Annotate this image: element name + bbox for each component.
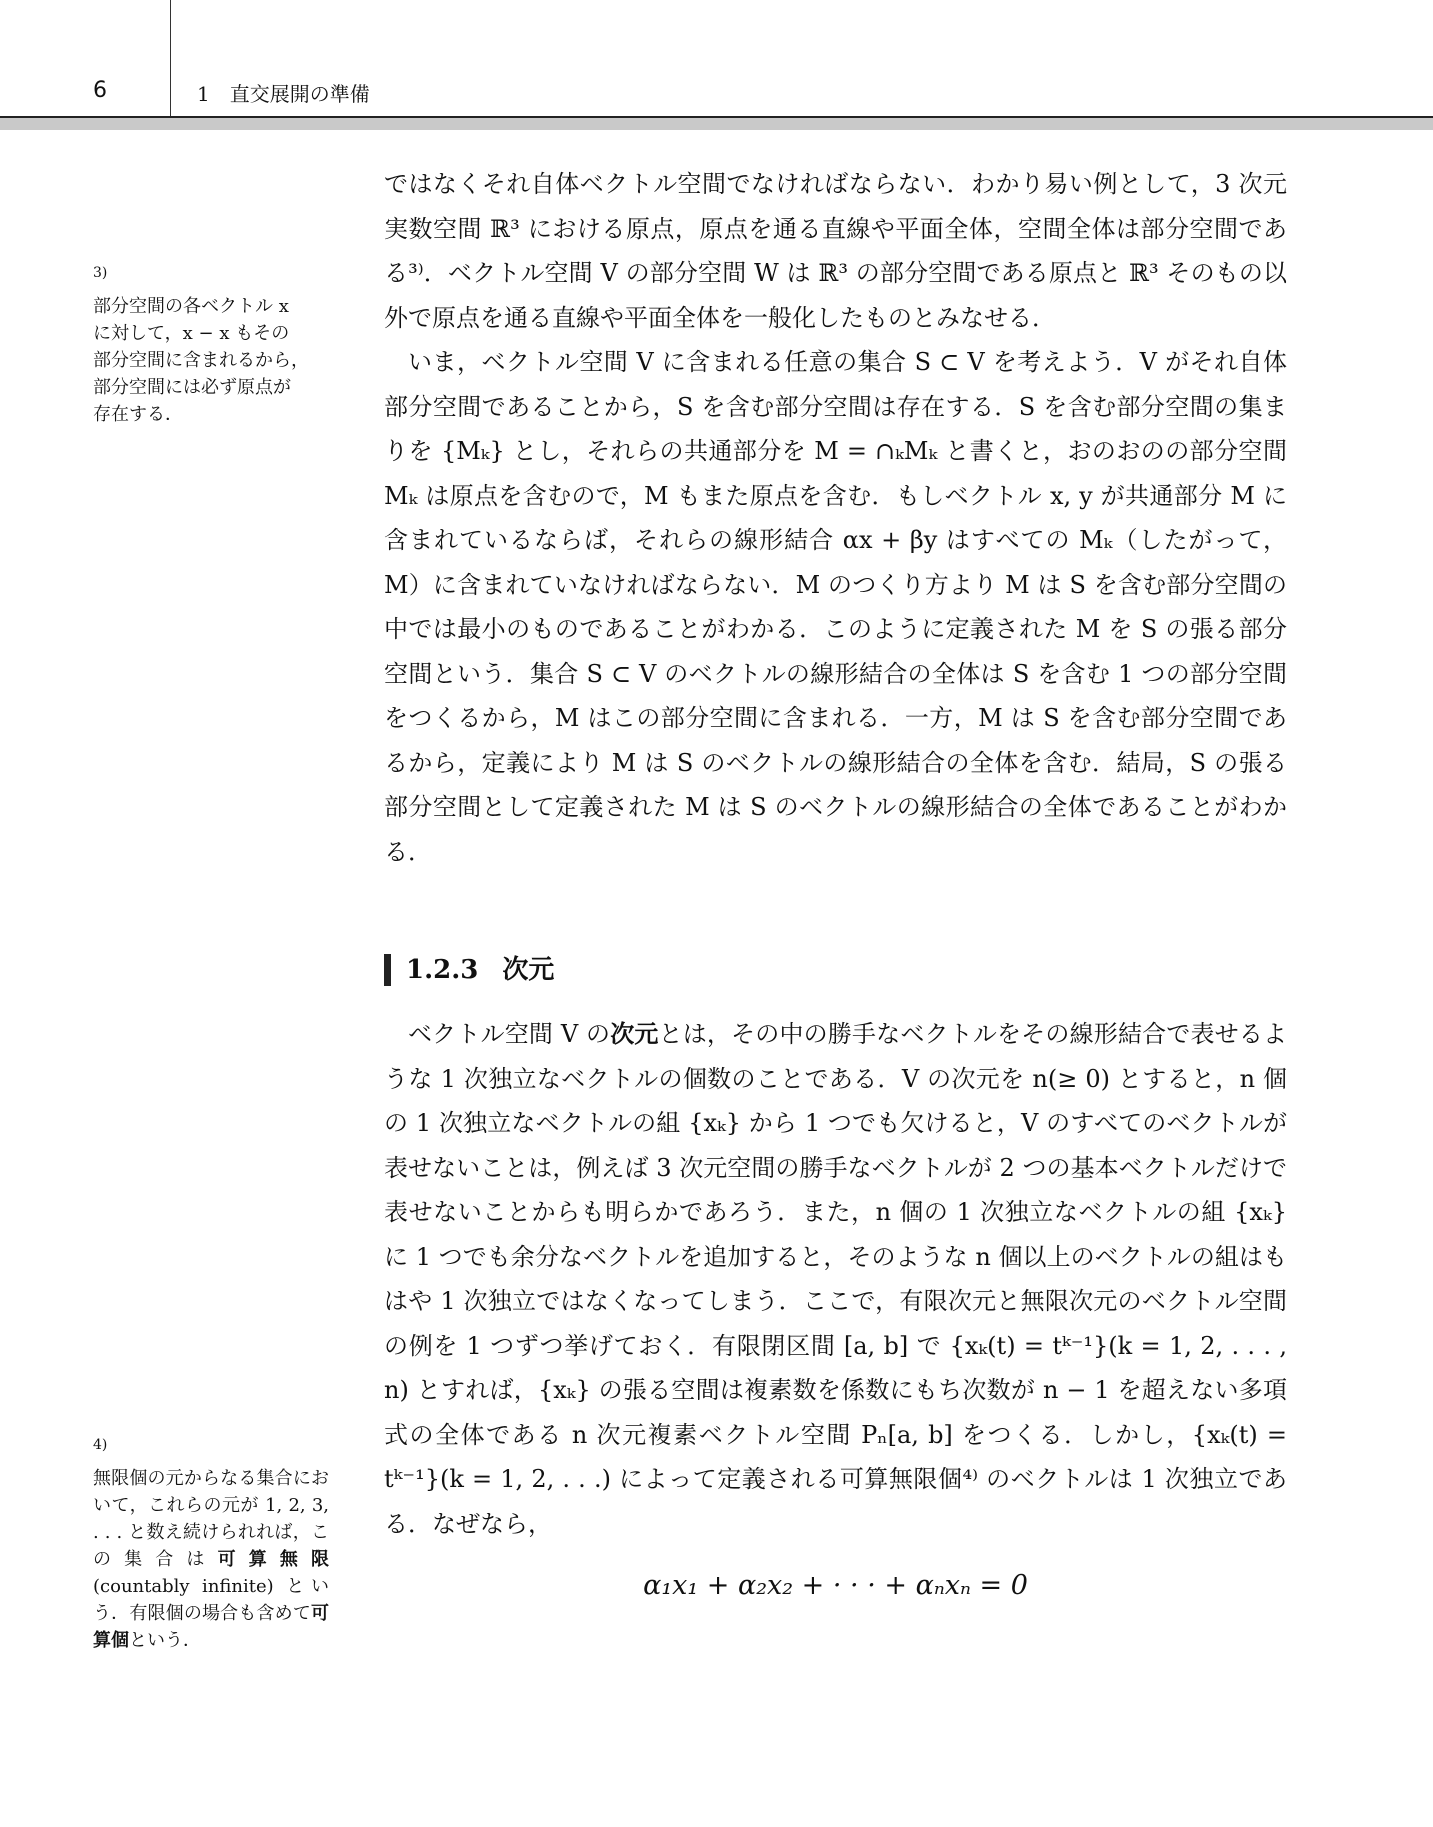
- header-band: [0, 118, 1433, 130]
- sidenote-line: 部分空間の各ベクトル x: [93, 296, 289, 317]
- page-number: 6: [93, 78, 107, 103]
- sidenote-body: [93, 1465, 329, 1654]
- section-heading-text: [406, 950, 554, 990]
- paragraph-1: ではなくそれ自体ベクトル空間でなければならない．わかり易い例として，3 次元実数空間 ℝ³ における原点，原点を通る直線や平面全体，空間全体は部分空間である³⁾．ベクトル空間 V の部分空間 W は ℝ³ の部分空間である原点と ℝ³ そのもの以外で原点を通る直線や平面全体を一般化したものとみなせる．: [384, 170, 1287, 332]
- sidenote-line: 存在する．: [93, 404, 183, 425]
- sidenote-mark: 4): [93, 1437, 108, 1453]
- paragraph-text: ベクトル空間 V の: [408, 1020, 611, 1048]
- main-text-block-2: [384, 1012, 1287, 1546]
- section-bar: [384, 954, 391, 986]
- running-title: 1 直交展開の準備: [197, 82, 370, 106]
- sidenote-term-countably-infinite: 可算無限: [217, 1549, 330, 1570]
- sidenote-4: [93, 1432, 329, 1654]
- sidenote-text: という．: [129, 1630, 201, 1651]
- paragraph-2: いま，ベクトル空間 V に含まれる任意の集合 S ⊂ V を考えよう．V がそれ自体部分空間であることから，S を含む部分空間は存在する．S を含む部分空間の集まりを {Mₖ} とし，それらの共通部分を M = ∩ₖMₖ と書くと，おのおのの部分空間 Mₖ は原点を含むので，M もまた原点を含む．もしベクトル x, y が共通部分 M に含まれているならば，それらの線形結合 αx + βy はすべての Mₖ（したがって，M）に含まれていなければならない．M のつくり方より M は S を含む部分空間の中では最小のものであることがわかる．このように定義された M を S の張る部分空間という．集合 S ⊂ V のベクトルの線形結合の全体は S を含む 1 つの部分空間をつくるから，M はこの部分空間に含まれる．一方，M は S を含む部分空間であるから，定義により M は S のベクトルの線形結合の全体を含む．結局，S の張る部分空間として定義された M は S のベクトルの線形結合の全体であることがわかる．: [384, 348, 1287, 866]
- sidenote-line: 部分空間には必ず原点が: [93, 377, 291, 398]
- paragraph-3: [384, 1012, 1287, 1546]
- sidenote-mark: 3): [93, 265, 108, 281]
- sidenote-text: 無限個の元からなる集合において，これらの元が 1, 2, 3, . . . と数え続けられれば，この集合は: [93, 1468, 329, 1570]
- section-number: 1.2.3: [406, 955, 479, 985]
- term-dimension: 次元: [610, 1020, 659, 1048]
- equation: α₁x₁ + α₂x₂ + · · · + αₙxₙ = 0: [643, 1570, 1028, 1601]
- sidenote-line: に対して，x − x もその: [93, 323, 290, 344]
- paragraph-text: とは，その中の勝手なベクトルをその線形結合で表せるような 1 次独立なベクトルの個数のことである．V の次元を n(≥ 0) とすると，n 個の 1 次独立なベクトルの組 {xₖ} から 1 つでも欠けると，V のすべてのベクトルが表せないことは，例えば 3 次元空間の勝手なベクトルが 2 つの基本ベクトルだけで表せないことからも明らかであろう．また，n 個の 1 次独立なベクトルの組 {xₖ} に 1 つでも余分なベクトルを追加すると，そのような n 個以上のベクトルの組はもはや 1 次独立ではなくなってしまう．ここで，有限次元と無限次元のベクトル空間の例を 1 つずつ挙げておく．有限閉区間 [a, b] で {xₖ(t) = tᵏ⁻¹}(k = 1, 2, . . . , n) とすれば，{xₖ} の張る空間は複素数を係数にもち次数が n − 1 を超えない多項式の全体である n 次元複素ベクトル空間 Pₙ[a, b] をつくる．しかし，{xₖ(t) = tᵏ⁻¹}(k = 1, 2, . . .) によって定義される可算無限個⁴⁾ のベクトルは 1 次独立である．なぜなら，: [384, 1020, 1288, 1538]
- page-header: [0, 0, 1433, 118]
- main-text-block-1: [384, 162, 1287, 874]
- sidenote-3: [93, 260, 329, 428]
- sidenote-term-countable: 可算個: [93, 1603, 329, 1651]
- header-divider: [170, 0, 171, 118]
- sidenote-line: 部分空間に含まれるから，: [93, 350, 309, 371]
- sidenote-text: (countably infinite) という．有限個の場合も含めて: [93, 1576, 329, 1624]
- section-title: 次元: [502, 955, 555, 985]
